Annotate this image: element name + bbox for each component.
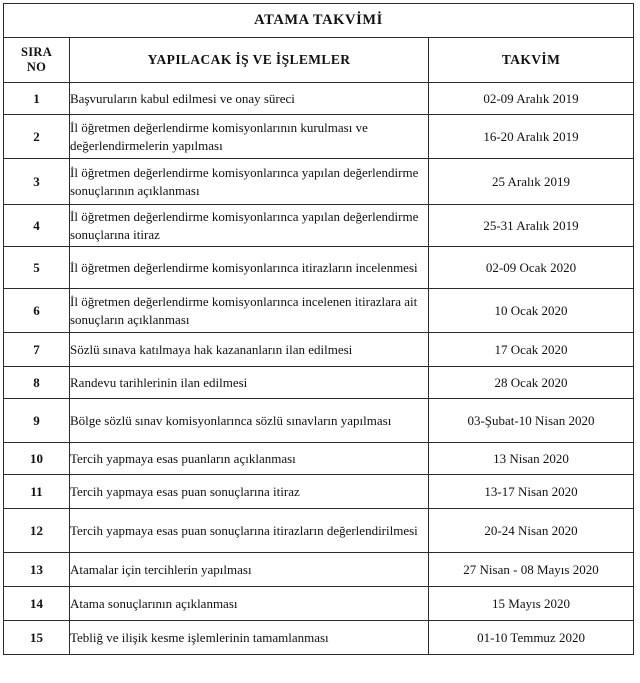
row-number: 5: [4, 247, 70, 289]
row-task-text: Atama sonuçlarının açıklanması: [70, 587, 429, 621]
row-number: 15: [4, 621, 70, 655]
table-row: [4, 83, 634, 115]
table-row: [4, 289, 634, 333]
header-row: [4, 38, 634, 83]
table-row: [4, 621, 634, 655]
row-date-text: 17 Ocak 2020: [429, 333, 634, 367]
table-row: [4, 205, 634, 247]
row-date-text: 27 Nisan - 08 Mayıs 2020: [429, 553, 634, 587]
row-task-text: Atamalar için tercihlerin yapılması: [70, 553, 429, 587]
column-header-sira-no: [4, 38, 70, 83]
table-row: [4, 443, 634, 475]
row-date-text: 28 Ocak 2020: [429, 367, 634, 399]
row-task-text: İl öğretmen değerlendirme komisyonlarınca itirazların incelenmesi: [70, 247, 429, 289]
row-task-text: Tercih yapmaya esas puanların açıklanması: [70, 443, 429, 475]
row-date-text: 02-09 Aralık 2019: [429, 83, 634, 115]
row-number: 3: [4, 159, 70, 205]
row-number: 14: [4, 587, 70, 621]
table-row: [4, 115, 634, 159]
row-number: 7: [4, 333, 70, 367]
column-header-sira-no-line1: SIRA: [20, 45, 53, 60]
row-date-text: 01-10 Temmuz 2020: [429, 621, 634, 655]
row-date-text: 13 Nisan 2020: [429, 443, 634, 475]
title-row: [4, 4, 634, 38]
table-row: [4, 247, 634, 289]
row-number: 12: [4, 509, 70, 553]
table-row: [4, 553, 634, 587]
row-date-text: 20-24 Nisan 2020: [429, 509, 634, 553]
row-date-text: 02-09 Ocak 2020: [429, 247, 634, 289]
table-row: [4, 509, 634, 553]
row-number: 1: [4, 83, 70, 115]
row-task-text: İl öğretmen değerlendirme komisyonlarınca yapılan değerlendirme sonuçlarına itiraz: [70, 205, 429, 247]
row-task-text: Tercih yapmaya esas puan sonuçlarına itiraz: [70, 475, 429, 509]
row-task-text: İl öğretmen değerlendirme komisyonlarınca yapılan değerlendirme sonuçlarının açıklanması: [70, 159, 429, 205]
table-row: [4, 159, 634, 205]
row-task-text: Randevu tarihlerinin ilan edilmesi: [70, 367, 429, 399]
table-row: [4, 367, 634, 399]
row-number: 11: [4, 475, 70, 509]
row-task-text: İl öğretmen değerlendirme komisyonlarının kurulması ve değerlendirmelerin yapılması: [70, 115, 429, 159]
row-task-text: Tebliğ ve ilişik kesme işlemlerinin tamamlanması: [70, 621, 429, 655]
row-number: 10: [4, 443, 70, 475]
row-date-text: 25-31 Aralık 2019: [429, 205, 634, 247]
document-title: ATAMA TAKVİMİ: [4, 4, 634, 38]
row-number: 8: [4, 367, 70, 399]
row-number: 6: [4, 289, 70, 333]
column-header-sira-no-line2: NO: [26, 60, 47, 74]
row-date-text: 10 Ocak 2020: [429, 289, 634, 333]
table-row: [4, 475, 634, 509]
row-task-text: Tercih yapmaya esas puan sonuçlarına itirazların değerlendirilmesi: [70, 509, 429, 553]
column-header-task: YAPILACAK İŞ VE İŞLEMLER: [70, 38, 429, 83]
row-task-text: İl öğretmen değerlendirme komisyonlarınca incelenen itirazlara ait sonuçların açıklanması: [70, 289, 429, 333]
row-date-text: 25 Aralık 2019: [429, 159, 634, 205]
row-date-text: 13-17 Nisan 2020: [429, 475, 634, 509]
row-number: 2: [4, 115, 70, 159]
table-row: [4, 399, 634, 443]
row-date-text: 16-20 Aralık 2019: [429, 115, 634, 159]
row-number: 13: [4, 553, 70, 587]
table-row: [4, 333, 634, 367]
row-number: 9: [4, 399, 70, 443]
row-task-text: Bölge sözlü sınav komisyonlarınca sözlü sınavların yapılması: [70, 399, 429, 443]
row-date-text: 03-Şubat-10 Nisan 2020: [429, 399, 634, 443]
column-header-date: TAKVİM: [429, 38, 634, 83]
assignment-calendar-table: [3, 3, 634, 655]
row-number: 4: [4, 205, 70, 247]
table-row: [4, 587, 634, 621]
row-task-text: Sözlü sınava katılmaya hak kazananların ilan edilmesi: [70, 333, 429, 367]
table-body: [4, 4, 634, 655]
row-date-text: 15 Mayıs 2020: [429, 587, 634, 621]
row-task-text: Başvuruların kabul edilmesi ve onay süreci: [70, 83, 429, 115]
